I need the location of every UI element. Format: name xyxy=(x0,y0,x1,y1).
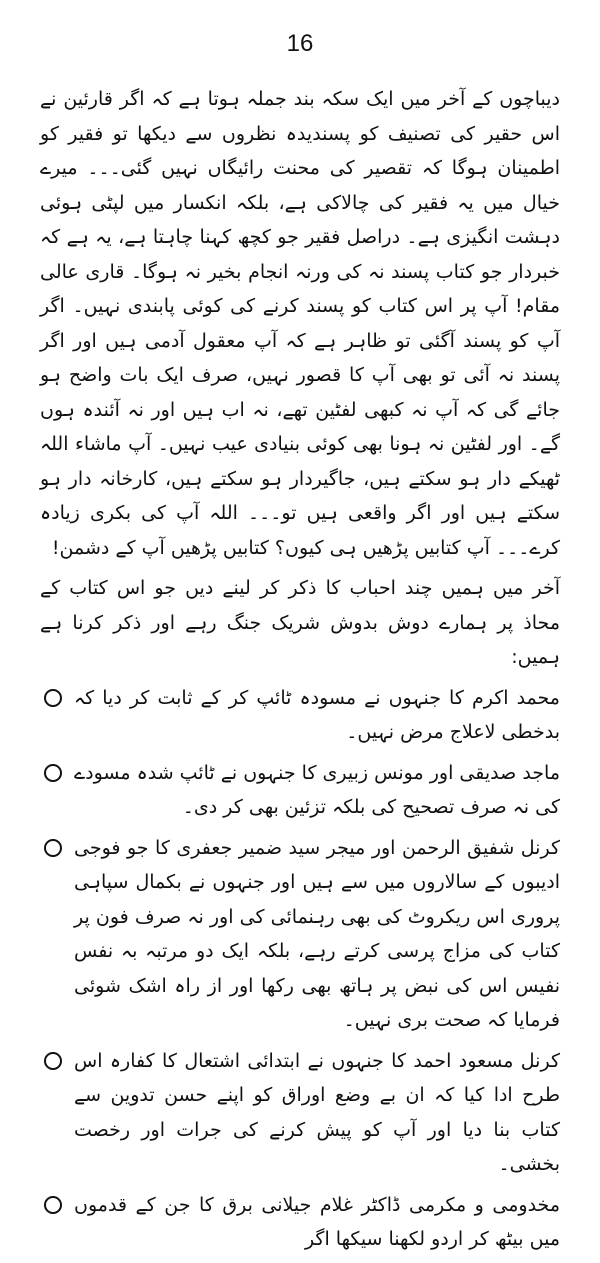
page-body xyxy=(40,82,560,1263)
circle-bullet-icon xyxy=(44,689,62,707)
page-number: 16 xyxy=(286,30,314,57)
list-item-text: مخدومی و مکرمی ڈاکٹر غلام جیلانی برق کا جن کے قدموں میں بیٹھ کر اردو لکھنا سیکھا اگر xyxy=(74,1193,560,1250)
list-item xyxy=(40,681,560,750)
circle-bullet-icon xyxy=(44,1196,62,1214)
list-item xyxy=(40,831,560,1038)
circle-bullet-icon xyxy=(44,764,62,782)
list-item-text: ماجد صدیقی اور مونس زبیری کا جنہوں نے ٹائپ شدہ مسودے کی نہ صرف تصحیح کی بلکہ تزئین بھی کر دی۔ xyxy=(74,761,560,818)
circle-bullet-icon xyxy=(44,1052,62,1070)
list-item-text: کرنل مسعود احمد کا جنہوں نے ابتدائی اشتعال کا کفارہ اس طرح ادا کیا کہ ان بے وضع اوراق کو اپنے حسن تدوین سے کتاب بنا دیا اور آپ کو پیش کرنے کی جرات اور رخصت بخشی۔ xyxy=(74,1049,560,1175)
list-item-text: کرنل شفیق الرحمن اور میجر سید ضمیر جعفری کا جو فوجی ادیبوں کے سالاروں میں سے ہیں اور جنہوں نے بکمال سپاہی پروری اس ریکروٹ کی بھی رہنمائی کی اور نہ صرف فون پر کتاب کی مزاج پرسی کرتے رہے، بلکہ ایک دو مرتبہ بہ نفس نفیس اس کی نبض پر ہاتھ بھی رکھا اور از راہ اشک شوئی فرمایا کہ صحت بری نہیں۔ xyxy=(74,836,560,1031)
list-item xyxy=(40,1188,560,1257)
acknowledgements-list xyxy=(40,681,560,1257)
list-item xyxy=(40,1044,560,1182)
acknowledgements-intro: آخر میں ہمیں چند احباب کا ذکر کر لینے دیں جو اس کتاب کے محاذ پر ہمارے دوش بدوش شریک جنگ رہے اور ذکر کرنا ہے ہمیں: xyxy=(40,577,560,668)
list-item-text: محمد اکرم کا جنہوں نے مسودہ ٹائپ کر کے ثابت کر دیا کہ بدخطی لاعلاج مرض نہیں۔ xyxy=(74,686,560,743)
intro-paragraph: دیباچوں کے آخر میں ایک سکہ بند جملہ ہوتا ہے کہ اگر قارئین نے اس حقیر کی تصنیف کو پسندیدہ نظروں سے دیکھا تو فقیر کو اطمینان ہوگا کہ تقصیر کی محنت رائیگاں نہیں گئی۔۔۔ میرے خیال میں یہ فقیر کی چالاکی ہے، بلکہ انکسار میں لپٹی ہوئی دہشت انگیزی ہے۔ دراصل فقیر جو کچھ کہنا چاہتا ہے، یہ ہے کہ خبردار جو کتاب پسند نہ کی ورنہ انجام بخیر نہ ہوگا۔ قاری عالی مقام! آپ پر اس کتاب کو پسند کرنے کی کوئی پابندی نہیں۔ اگر آپ کو پسند آگئی تو ظاہر ہے کہ آپ معقول آدمی ہیں اور اگر پسند نہ آئی تو بھی آپ کا قصور نہیں، صرف ایک بات واضح ہو جائے گی کہ آپ نہ کبھی لفٹین تھے، نہ اب ہیں اور نہ آئندہ ہوں گے۔ اور لفٹین نہ ہونا بھی کوئی بنیادی عیب نہیں۔ آپ ماشاء اللہ ٹھیکے دار ہو سکتے ہیں، جاگیردار ہو سکتے ہیں، کارخانہ دار ہو سکتے ہیں اور اگر واقعی ہیں تو۔۔۔ اللہ آپ کی بکری زیادہ کرے۔۔۔ آپ کتابیں پڑھیں ہی کیوں؟ کتابیں پڑھیں آپ کے دشمن! xyxy=(40,88,560,559)
circle-bullet-icon xyxy=(44,839,62,857)
list-item xyxy=(40,756,560,825)
